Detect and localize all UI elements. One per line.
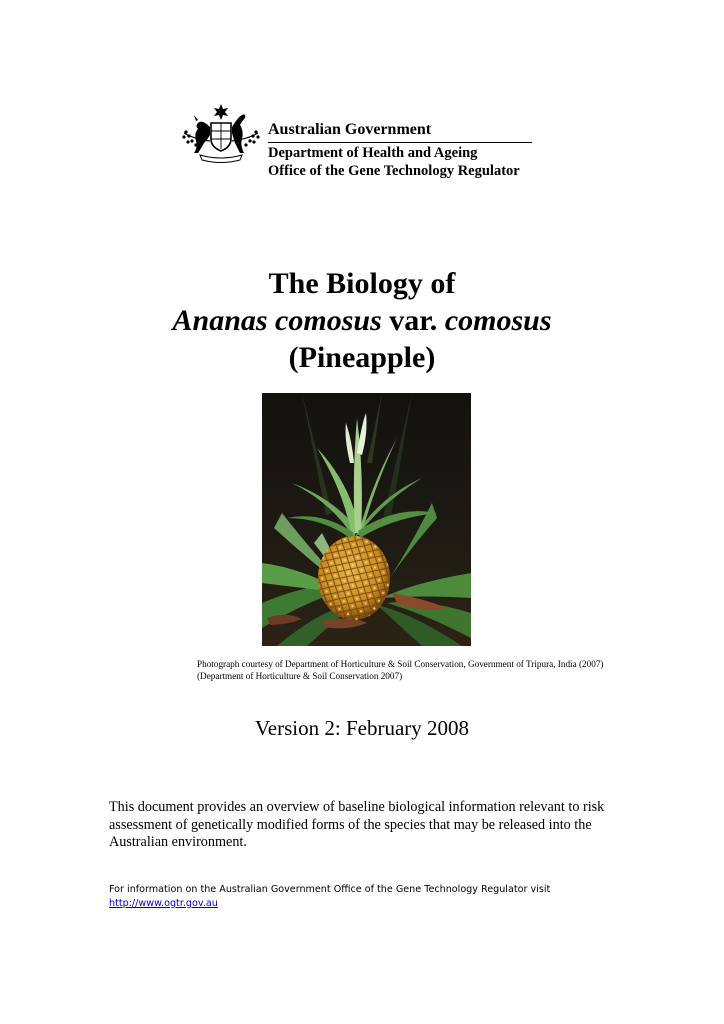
title-variety: comosus — [444, 304, 552, 337]
version-line: Version 2: February 2008 — [254, 716, 470, 740]
title-line-2 — [0, 303, 724, 339]
document-abstract: This document provides an overview of baseline biological information relevant to risk assessment of genetically modified forms of the species that may be released into the Australian environment. — [109, 799, 605, 850]
pineapple-photo — [262, 393, 471, 646]
department-name: Department of Health and Ageing — [268, 145, 478, 161]
title-var: var. — [381, 304, 445, 337]
office-name: Office of the Gene Technology Regulator — [268, 163, 520, 179]
title-line-1: The Biology of — [268, 267, 456, 300]
header-rule — [268, 142, 532, 143]
title-genus-species: Ananas comosus — [172, 304, 382, 337]
photo-caption: Photograph courtesy of Department of Horticulture & Soil Conservation, Government of Tripura, India (2007) (Department of Horticulture & Soil Conservation 2007) — [197, 659, 604, 681]
title-line-3: (Pineapple) — [288, 341, 436, 374]
ogtr-website-link[interactable]: http://www.ogtr.gov.au — [109, 898, 218, 909]
australian-coat-of-arms-icon — [180, 103, 262, 165]
footer-text: For information on the Australian Government Office of the Gene Technology Regulator visit — [109, 884, 551, 895]
government-name: Australian Government — [268, 121, 432, 138]
